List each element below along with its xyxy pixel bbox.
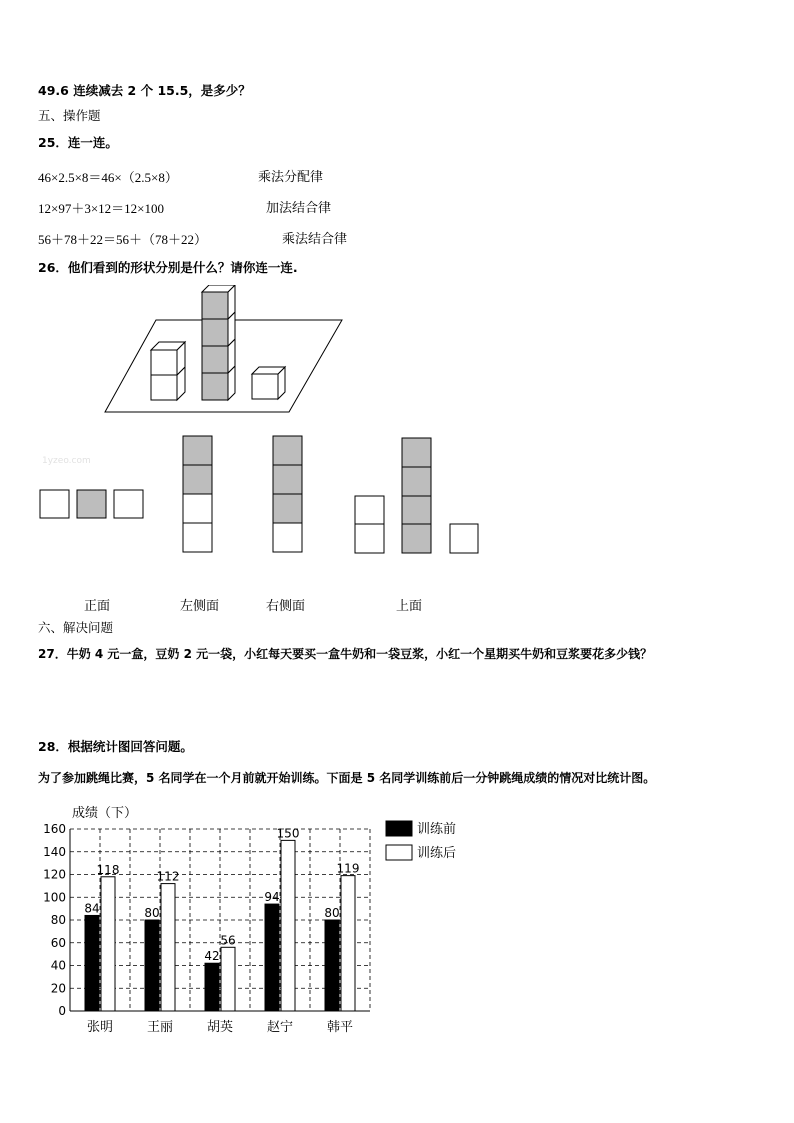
x-tick-label: 胡英 (206, 1020, 234, 1035)
view-label-front[interactable]: 正面 (84, 599, 111, 614)
bar-value-label: 80 (324, 906, 340, 920)
q28-desc: 为了参加跳绳比赛，5 名同学在一个月前就开始训练。下面是 5 名同学训练前后一分钟跳绳成绩的情况对比统计图。 (38, 771, 656, 785)
y-tick-label: 100 (43, 890, 66, 905)
bar-before (265, 904, 279, 1011)
y-tick-label: 160 (43, 822, 66, 836)
bar-after (281, 840, 295, 1011)
bar-value-label: 56 (220, 933, 236, 948)
bar-before (145, 920, 159, 1011)
legend-label: 训练前 (417, 822, 457, 837)
bar-value-label: 84 (84, 901, 100, 916)
cube-stack-left (151, 342, 185, 400)
bar-value-label: 42 (204, 949, 220, 964)
cube-single-right (252, 367, 285, 399)
bar-value-label: 119 (336, 861, 360, 876)
view-option-1 (40, 490, 143, 518)
view-option-4 (355, 438, 478, 553)
x-tick-label: 张明 (86, 1020, 114, 1035)
bar-before (325, 920, 339, 1011)
q26-figure (0, 285, 520, 585)
formula-3[interactable]: 56＋78＋22＝56＋（78＋22） (38, 232, 208, 247)
y-tick-label: 80 (50, 913, 66, 927)
view-label-left[interactable]: 左侧面 (180, 599, 220, 614)
bar-value-label: 112 (156, 869, 180, 884)
q27-text: 27．牛奶 4 元一盒，豆奶 2 元一袋，小红每天要买一盒牛奶和一袋豆浆，小红一个星期买牛奶和豆浆要花多少钱？ (38, 647, 653, 661)
q25-title: 25．连一连。 (38, 135, 118, 150)
law-3[interactable]: 乘法结合律 (282, 232, 348, 247)
watermark: 1yzeo.com (42, 456, 91, 466)
legend-swatch (386, 845, 412, 860)
y-tick-label: 40 (50, 958, 66, 973)
bar-after (341, 876, 355, 1011)
view-option-2 (183, 436, 212, 552)
y-tick-label: 140 (43, 844, 66, 859)
bar-value-label: 118 (96, 862, 120, 877)
x-tick-label: 韩平 (326, 1020, 354, 1035)
bar-value-label: 94 (264, 890, 280, 905)
bar-value-label: 80 (144, 906, 160, 920)
law-2[interactable]: 加法结合律 (266, 201, 332, 216)
section-heading-6: 六、解决问题 (38, 620, 114, 635)
formula-2[interactable]: 12×97＋3×12＝12×100 (38, 201, 164, 216)
x-tick-label: 王丽 (146, 1020, 174, 1035)
legend-label: 训练后 (417, 846, 457, 861)
x-tick-label: 赵宁 (266, 1020, 294, 1035)
view-label-right[interactable]: 右侧面 (266, 599, 306, 614)
formula-1[interactable]: 46×2.5×8＝46×（2.5×8） (38, 170, 178, 185)
y-tick-label: 0 (58, 1004, 66, 1018)
bar-after (221, 947, 235, 1011)
q28-title: 28．根据统计图回答问题。 (38, 739, 193, 754)
cube-stack-middle (202, 285, 235, 400)
view-option-3 (273, 436, 302, 552)
legend-swatch (386, 821, 412, 836)
bar-value-label: 150 (276, 826, 300, 841)
bar-before (205, 963, 219, 1011)
law-1[interactable]: 乘法分配律 (258, 170, 324, 185)
bar-before (85, 915, 99, 1011)
view-label-top[interactable]: 上面 (396, 599, 423, 614)
section-heading-5: 五、操作题 (38, 108, 101, 123)
y-tick-label: 60 (50, 935, 66, 950)
y-axis-label: 成绩（下） (72, 806, 138, 821)
y-tick-label: 120 (43, 867, 66, 882)
bar-after (161, 884, 175, 1011)
y-tick-label: 20 (50, 981, 66, 996)
q26-title: 26．他们看到的形状分别是什么？请你连一连. (38, 260, 298, 275)
bar-after (101, 877, 115, 1011)
intro-line: 49.6 连续减去 2 个 15.5，是多少？ (38, 83, 251, 98)
bar-chart (0, 795, 470, 1045)
